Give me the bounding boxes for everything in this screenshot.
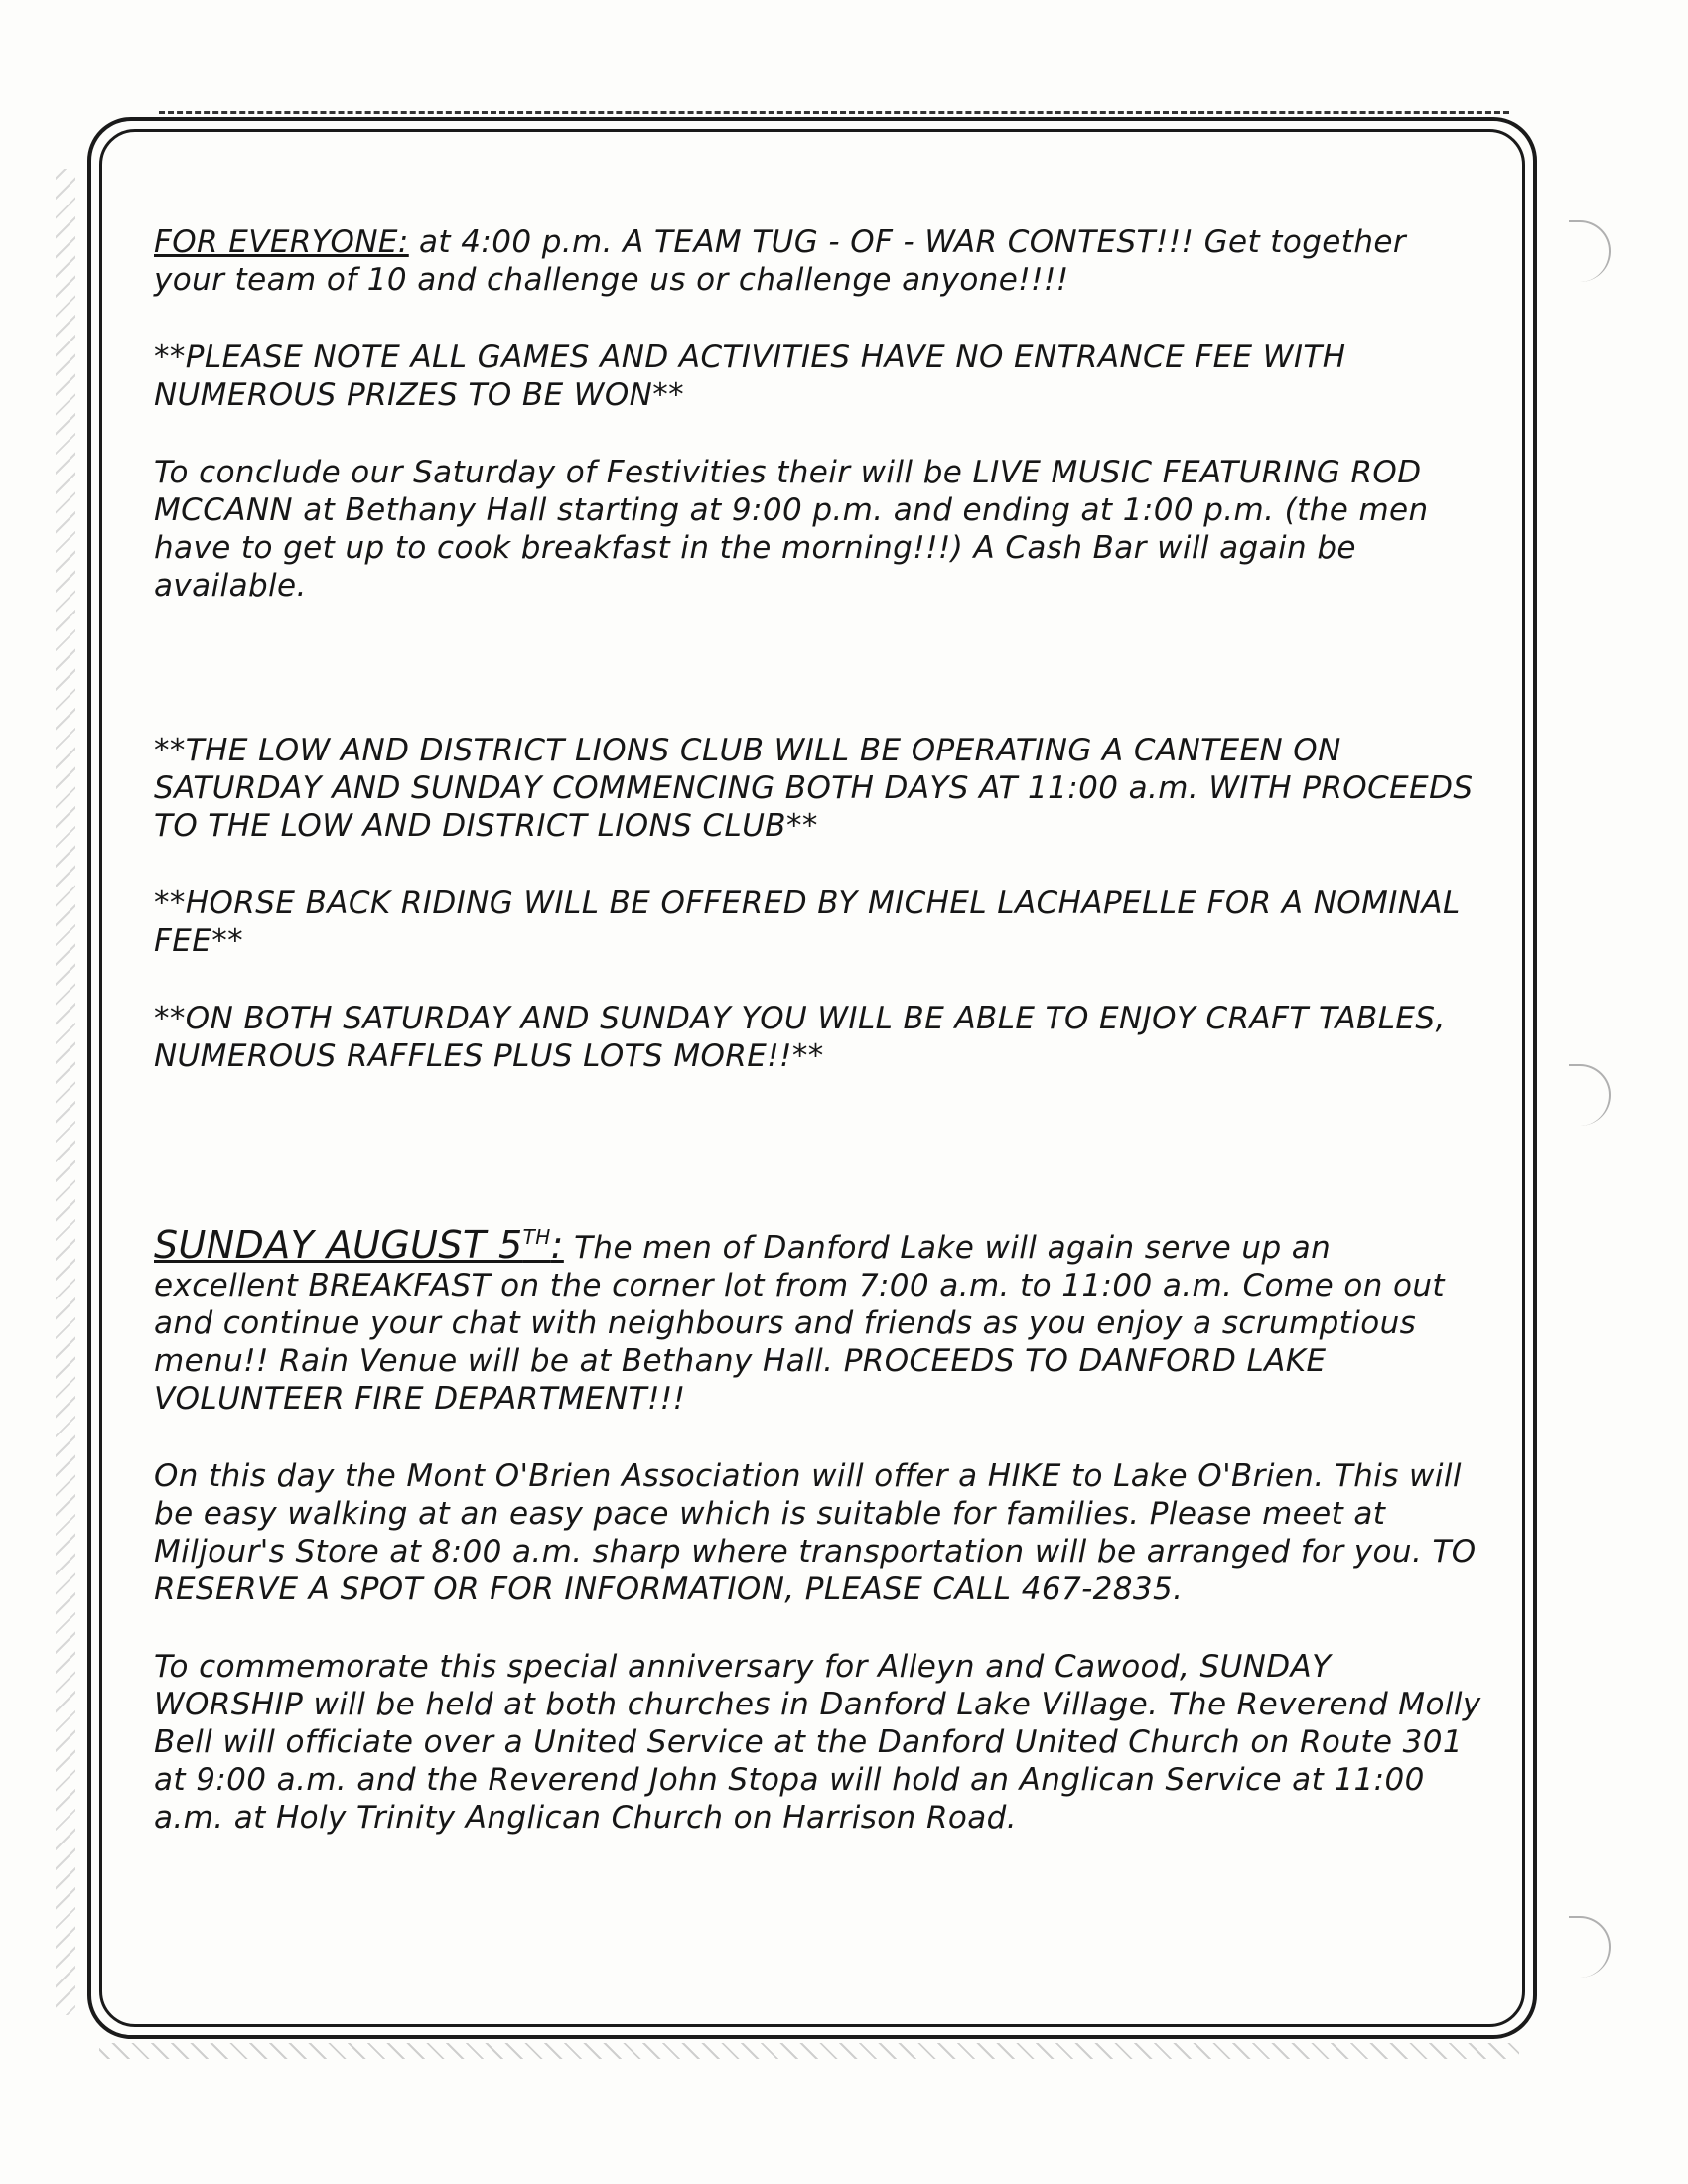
everyone-label: FOR EVERYONE: — [154, 224, 409, 260]
binder-hole-bottom — [1569, 1916, 1611, 1978]
tug-of-war-paragraph — [154, 223, 1484, 299]
no-entrance-fee-note: **PLEASE NOTE ALL GAMES AND ACTIVITIES HAVE NO ENTRANCE FEE WITH NUMEROUS PRIZES TO BE WON** — [154, 340, 1346, 413]
sunday-heading-sup: TH — [522, 1225, 551, 1249]
worship-paragraph: To commemorate this special anniversary for Alleyn and Cawood, SUNDAY WORSHIP will be held at both churches in Danford Lake Village. The Reverend Molly Bell will officiate over a United Service at the Danford United Church on Route 301 at 9:00 a.m. and the Reverend John Stopa will hold an Anglican Service at 11:00 a.m. at Holy Trinity Anglican Church on Harrison Road. — [154, 1649, 1481, 1836]
craft-tables-note: **ON BOTH SATURDAY AND SUNDAY YOU WILL BE ABLE TO ENJOY CRAFT TABLES, NUMEROUS RAFFLES PLUS LOTS MORE!!** — [154, 1001, 1446, 1074]
binder-hole-middle — [1569, 1064, 1611, 1126]
binder-hole-top — [1569, 220, 1611, 282]
sunday-heading-colon: : — [550, 1223, 564, 1267]
sunday-text: The men of Danford Lake will again serve up an excellent BREAKFAST on the corner lot from 7:00 a.m. to 11:00 a.m. Come on out and continue your chat with neighbours and friends as you enjoy a scrumptious menu!! Rain Venue will be at Bethany Hall. PROCEEDS TO DANFORD LAKE VOLUNTEER FIRE DEPARTMENT!!! — [154, 1230, 1445, 1417]
sunday-heading — [154, 1223, 564, 1267]
spacer — [154, 1115, 1484, 1226]
sunday-heading-text: SUNDAY AUGUST 5 — [154, 1223, 523, 1267]
flyer-body — [154, 223, 1484, 1876]
sunday-breakfast-paragraph — [154, 1223, 1484, 1418]
left-perforation-edge — [56, 169, 75, 2015]
spacer — [154, 644, 1484, 732]
lions-club-note: **THE LOW AND DISTRICT LIONS CLUB WILL BE OPERATING A CANTEEN ON SATURDAY AND SUNDAY COMMENCING BOTH DAYS AT 11:00 a.m. WITH PROCEEDS TO THE LOW AND DISTRICT LIONS CLUB** — [154, 733, 1474, 844]
everyone-text: at 4:00 p.m. A TEAM TUG - OF - WAR CONTEST!!! Get together your team of 10 and challenge us or challenge anyone!!!! — [154, 224, 1406, 298]
bottom-perforation-edge — [99, 2043, 1519, 2059]
hike-paragraph: On this day the Mont O'Brien Association will offer a HIKE to Lake O'Brien. This will be easy walking at an easy pace which is suitable for families. Please meet at Miljour's Store at 8:00 a.m. sharp where transportation will be arranged for you. TO RESERVE A SPOT OR FOR INFORMATION, PLEASE CALL 467-2835. — [154, 1458, 1477, 1607]
top-dashed-border — [159, 111, 1509, 114]
horse-riding-note: **HORSE BACK RIDING WILL BE OFFERED BY MICHEL LACHAPELLE FOR A NOMINAL FEE** — [154, 886, 1461, 959]
live-music-paragraph: To conclude our Saturday of Festivities their will be LIVE MUSIC FEATURING ROD MCCANN at Bethany Hall starting at 9:00 p.m. and ending at 1:00 p.m. (the men have to get up to cook breakfast in the morning!!!) A Cash Bar will again be available. — [154, 455, 1429, 604]
